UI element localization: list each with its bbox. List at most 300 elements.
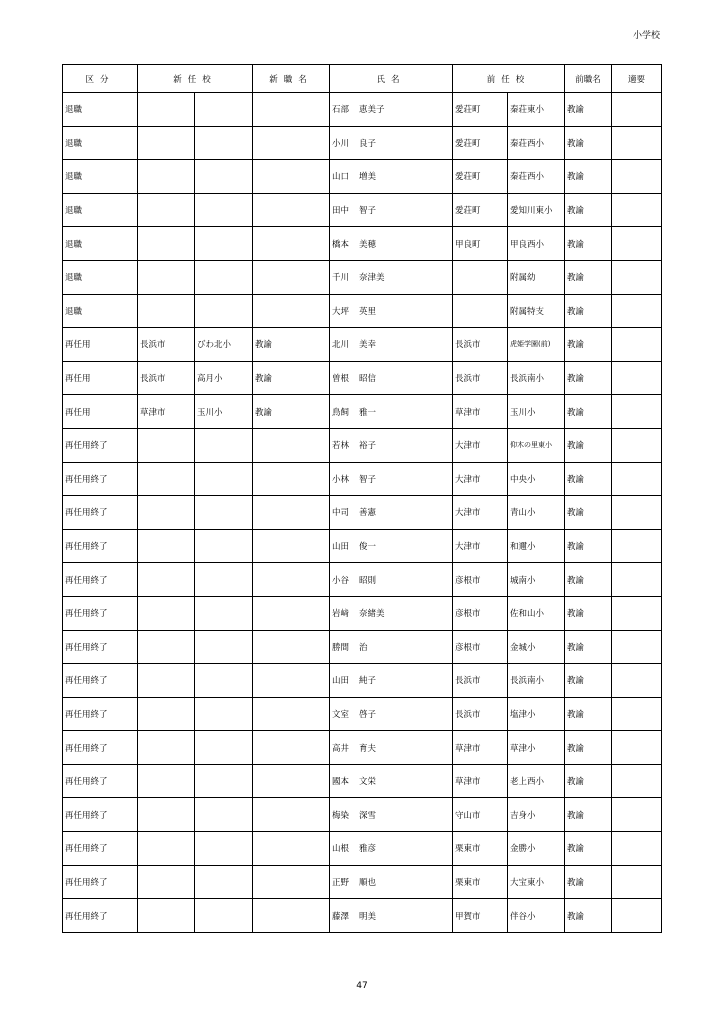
- remarks-cell: [612, 563, 662, 597]
- prev-position-cell: 教諭: [565, 529, 612, 563]
- new-position-cell: [253, 428, 330, 462]
- given-name: 善憲: [359, 508, 377, 519]
- prev-city-cell: 彦根市: [453, 630, 508, 664]
- table-row: [63, 798, 662, 832]
- prev-school-cell: 附属幼: [508, 260, 565, 294]
- new-city-cell: [138, 160, 195, 194]
- given-name: 英里: [359, 306, 377, 317]
- new-position-cell: [253, 798, 330, 832]
- given-name: 智子: [359, 206, 377, 217]
- category-cell: 再任用終了: [63, 832, 138, 866]
- table-row: [63, 227, 662, 261]
- new-city-cell: [138, 126, 195, 160]
- prev-school-cell: 愛知川東小: [508, 193, 565, 227]
- category-cell: 再任用終了: [63, 462, 138, 496]
- header-name: 氏名: [330, 65, 453, 93]
- new-position-cell: [253, 160, 330, 194]
- prev-school-cell: 長浜南小: [508, 361, 565, 395]
- prev-position-cell: 教諭: [565, 764, 612, 798]
- given-name: 雅彦: [359, 844, 377, 855]
- category-cell: 再任用終了: [63, 496, 138, 530]
- surname: 國本: [332, 777, 350, 788]
- new-position-cell: [253, 126, 330, 160]
- given-name: 純子: [359, 676, 377, 687]
- prev-position-cell: 教諭: [565, 260, 612, 294]
- prev-position-cell: 教諭: [565, 832, 612, 866]
- surname: 中司: [332, 508, 350, 519]
- name-cell: [330, 630, 453, 664]
- name-cell: [330, 899, 453, 933]
- prev-city-cell: 栗東市: [453, 832, 508, 866]
- given-name: 智子: [359, 474, 377, 485]
- new-city-cell: [138, 630, 195, 664]
- prev-city-cell: 愛荘町: [453, 93, 508, 127]
- prev-city-cell: 彦根市: [453, 563, 508, 597]
- table-row: [63, 93, 662, 127]
- surname: 小林: [332, 474, 350, 485]
- new-city-cell: [138, 260, 195, 294]
- name-cell: [330, 798, 453, 832]
- new-position-cell: [253, 462, 330, 496]
- table-row: [63, 294, 662, 328]
- new-position-cell: [253, 529, 330, 563]
- remarks-cell: [612, 697, 662, 731]
- new-position-cell: 教諭: [253, 328, 330, 362]
- prev-school-cell: 塩津小: [508, 697, 565, 731]
- new-position-cell: [253, 731, 330, 765]
- prev-school-cell: 仰木の里東小: [508, 428, 565, 462]
- name-cell: [330, 697, 453, 731]
- table-row: [63, 697, 662, 731]
- header-new-school: 新任校: [138, 65, 253, 93]
- new-position-cell: [253, 93, 330, 127]
- new-position-cell: [253, 865, 330, 899]
- given-name: 雅一: [359, 407, 377, 418]
- page-number: 47: [356, 981, 368, 991]
- remarks-cell: [612, 294, 662, 328]
- given-name: 俊一: [359, 542, 377, 553]
- table-row: [63, 395, 662, 429]
- prev-position-cell: 教諭: [565, 193, 612, 227]
- category-cell: 再任用終了: [63, 664, 138, 698]
- surname: 山口: [332, 172, 350, 183]
- category-cell: 再任用終了: [63, 563, 138, 597]
- category-cell: 退職: [63, 227, 138, 261]
- table-row: [63, 193, 662, 227]
- prev-city-cell: 長浜市: [453, 697, 508, 731]
- prev-school-cell: 秦荘西小: [508, 160, 565, 194]
- remarks-cell: [612, 361, 662, 395]
- prev-school-cell: 秦荘東小: [508, 93, 565, 127]
- remarks-cell: [612, 93, 662, 127]
- prev-school-cell: 老上西小: [508, 764, 565, 798]
- prev-position-cell: 教諭: [565, 462, 612, 496]
- prev-school-cell: 青山小: [508, 496, 565, 530]
- table-row: [63, 832, 662, 866]
- given-name: 治: [359, 642, 368, 653]
- new-city-cell: [138, 596, 195, 630]
- new-school-cell: びわ北小: [195, 328, 253, 362]
- new-school-cell: [195, 529, 253, 563]
- table-body: [63, 93, 662, 933]
- prev-city-cell: 長浜市: [453, 664, 508, 698]
- remarks-cell: [612, 899, 662, 933]
- prev-school-cell: 中央小: [508, 462, 565, 496]
- category-cell: 再任用終了: [63, 798, 138, 832]
- new-school-cell: [195, 731, 253, 765]
- new-city-cell: [138, 529, 195, 563]
- surname: 藤澤: [332, 911, 350, 922]
- new-position-cell: [253, 664, 330, 698]
- new-school-cell: [195, 899, 253, 933]
- surname: 千川: [332, 273, 350, 284]
- header-prev-position: 前職名: [565, 65, 612, 93]
- prev-school-cell: 大宝東小: [508, 865, 565, 899]
- prev-position-cell: 教諭: [565, 731, 612, 765]
- new-school-cell: [195, 865, 253, 899]
- given-name: 啓子: [359, 709, 377, 720]
- table-row: [63, 630, 662, 664]
- prev-position-cell: 教諭: [565, 697, 612, 731]
- prev-school-cell: 金城小: [508, 630, 565, 664]
- category-cell: 再任用終了: [63, 428, 138, 462]
- remarks-cell: [612, 832, 662, 866]
- prev-school-cell: 長浜南小: [508, 664, 565, 698]
- prev-city-cell: 草津市: [453, 731, 508, 765]
- category-cell: 再任用終了: [63, 596, 138, 630]
- new-city-cell: [138, 563, 195, 597]
- name-cell: [330, 731, 453, 765]
- new-position-cell: 教諭: [253, 395, 330, 429]
- prev-city-cell: 大津市: [453, 428, 508, 462]
- table-row: [63, 664, 662, 698]
- prev-city-cell: [453, 260, 508, 294]
- prev-city-cell: 長浜市: [453, 328, 508, 362]
- name-cell: [330, 428, 453, 462]
- new-school-cell: 高月小: [195, 361, 253, 395]
- prev-position-cell: 教諭: [565, 126, 612, 160]
- prev-position-cell: 教諭: [565, 496, 612, 530]
- surname: 田中: [332, 206, 350, 217]
- new-position-cell: [253, 294, 330, 328]
- new-school-cell: [195, 193, 253, 227]
- surname: 勝間: [332, 642, 350, 653]
- prev-position-cell: 教諭: [565, 865, 612, 899]
- prev-city-cell: 甲賀市: [453, 899, 508, 933]
- prev-city-cell: 甲良町: [453, 227, 508, 261]
- prev-school-cell: 玉川小: [508, 395, 565, 429]
- new-city-cell: 長浜市: [138, 328, 195, 362]
- new-position-cell: [253, 563, 330, 597]
- category-cell: 退職: [63, 294, 138, 328]
- new-school-cell: [195, 664, 253, 698]
- surname: 北川: [332, 340, 350, 351]
- surname: 小谷: [332, 575, 350, 586]
- new-city-cell: 草津市: [138, 395, 195, 429]
- given-name: 順也: [359, 877, 377, 888]
- table-row: [63, 260, 662, 294]
- prev-city-cell: 愛荘町: [453, 193, 508, 227]
- new-position-cell: [253, 697, 330, 731]
- new-school-cell: [195, 93, 253, 127]
- prev-city-cell: 草津市: [453, 764, 508, 798]
- name-cell: [330, 395, 453, 429]
- surname: 山根: [332, 844, 350, 855]
- table-row: [63, 462, 662, 496]
- prev-school-cell: 甲良西小: [508, 227, 565, 261]
- prev-position-cell: 教諭: [565, 227, 612, 261]
- new-city-cell: [138, 93, 195, 127]
- given-name: 文栄: [359, 777, 377, 788]
- header-new-position: 新職名: [253, 65, 330, 93]
- new-position-cell: [253, 227, 330, 261]
- table-row: [63, 899, 662, 933]
- prev-position-cell: 教諭: [565, 899, 612, 933]
- category-cell: 再任用: [63, 395, 138, 429]
- prev-school-cell: 草津小: [508, 731, 565, 765]
- new-position-cell: [253, 630, 330, 664]
- remarks-cell: [612, 529, 662, 563]
- prev-position-cell: 教諭: [565, 395, 612, 429]
- given-name: 昭則: [359, 575, 377, 586]
- new-position-cell: 教諭: [253, 361, 330, 395]
- new-city-cell: [138, 193, 195, 227]
- name-cell: [330, 764, 453, 798]
- table-row: [63, 596, 662, 630]
- name-cell: [330, 563, 453, 597]
- given-name: 増美: [359, 172, 377, 183]
- name-cell: [330, 529, 453, 563]
- given-name: 良子: [359, 138, 377, 149]
- name-cell: [330, 193, 453, 227]
- remarks-cell: [612, 126, 662, 160]
- new-school-cell: [195, 428, 253, 462]
- table-row: [63, 428, 662, 462]
- prev-school-cell: 金勝小: [508, 832, 565, 866]
- new-city-cell: [138, 428, 195, 462]
- name-cell: [330, 160, 453, 194]
- category-cell: 再任用終了: [63, 899, 138, 933]
- prev-city-cell: 大津市: [453, 496, 508, 530]
- surname: 梅染: [332, 810, 350, 821]
- new-school-cell: [195, 294, 253, 328]
- new-position-cell: [253, 832, 330, 866]
- new-school-cell: [195, 160, 253, 194]
- prev-position-cell: 教諭: [565, 563, 612, 597]
- new-city-cell: [138, 462, 195, 496]
- table-row: [63, 126, 662, 160]
- prev-city-cell: [453, 294, 508, 328]
- given-name: 裕子: [359, 441, 377, 452]
- remarks-cell: [612, 731, 662, 765]
- name-cell: [330, 294, 453, 328]
- surname: 小川: [332, 138, 350, 149]
- prev-position-cell: 教諭: [565, 798, 612, 832]
- category-cell: 再任用終了: [63, 731, 138, 765]
- table-row: [63, 361, 662, 395]
- category-cell: 再任用終了: [63, 865, 138, 899]
- new-city-cell: [138, 294, 195, 328]
- prev-position-cell: 教諭: [565, 294, 612, 328]
- prev-position-cell: 教諭: [565, 428, 612, 462]
- category-cell: 退職: [63, 160, 138, 194]
- prev-city-cell: 大津市: [453, 529, 508, 563]
- new-position-cell: [253, 193, 330, 227]
- prev-city-cell: 愛荘町: [453, 126, 508, 160]
- given-name: 明美: [359, 911, 377, 922]
- remarks-cell: [612, 664, 662, 698]
- name-cell: [330, 361, 453, 395]
- new-school-cell: [195, 630, 253, 664]
- name-cell: [330, 126, 453, 160]
- surname: 鳥飼: [332, 407, 350, 418]
- surname: 若林: [332, 441, 350, 452]
- header-remarks: 適要: [612, 65, 662, 93]
- prev-position-cell: 教諭: [565, 630, 612, 664]
- category-cell: 退職: [63, 93, 138, 127]
- prev-position-cell: 教諭: [565, 328, 612, 362]
- surname: 正野: [332, 877, 350, 888]
- new-city-cell: [138, 227, 195, 261]
- new-school-cell: [195, 260, 253, 294]
- new-city-cell: [138, 798, 195, 832]
- given-name: 奈緒美: [359, 609, 385, 620]
- prev-city-cell: 草津市: [453, 395, 508, 429]
- remarks-cell: [612, 596, 662, 630]
- new-school-cell: [195, 563, 253, 597]
- remarks-cell: [612, 395, 662, 429]
- surname: 大坪: [332, 306, 350, 317]
- new-school-cell: [195, 697, 253, 731]
- new-position-cell: [253, 496, 330, 530]
- table-row: [63, 865, 662, 899]
- remarks-cell: [612, 462, 662, 496]
- new-city-cell: [138, 664, 195, 698]
- new-position-cell: [253, 899, 330, 933]
- new-school-cell: [195, 596, 253, 630]
- category-cell: 再任用: [63, 361, 138, 395]
- prev-city-cell: 守山市: [453, 798, 508, 832]
- new-city-cell: [138, 697, 195, 731]
- category-cell: 退職: [63, 126, 138, 160]
- new-school-cell: [195, 798, 253, 832]
- surname: 石部: [332, 105, 350, 116]
- remarks-cell: [612, 428, 662, 462]
- given-name: 奈津美: [359, 273, 385, 284]
- prev-city-cell: 長浜市: [453, 361, 508, 395]
- new-school-cell: [195, 462, 253, 496]
- name-cell: [330, 596, 453, 630]
- new-city-cell: [138, 865, 195, 899]
- new-school-cell: [195, 832, 253, 866]
- personnel-table: [62, 64, 662, 933]
- name-cell: [330, 832, 453, 866]
- surname: 曽根: [332, 374, 350, 385]
- header-category: 区分: [63, 65, 138, 93]
- remarks-cell: [612, 227, 662, 261]
- name-cell: [330, 462, 453, 496]
- table-row: [63, 160, 662, 194]
- remarks-cell: [612, 798, 662, 832]
- table-row: [63, 764, 662, 798]
- new-school-cell: [195, 227, 253, 261]
- given-name: 育夫: [359, 743, 377, 754]
- name-cell: [330, 496, 453, 530]
- remarks-cell: [612, 193, 662, 227]
- remarks-cell: [612, 160, 662, 194]
- prev-position-cell: 教諭: [565, 664, 612, 698]
- category-cell: 退職: [63, 260, 138, 294]
- school-type-label: 小学校: [632, 31, 660, 41]
- prev-school-cell: 吉身小: [508, 798, 565, 832]
- prev-school-cell: 佐和山小: [508, 596, 565, 630]
- table-row: [63, 328, 662, 362]
- given-name: 恵美子: [359, 105, 385, 116]
- name-cell: [330, 260, 453, 294]
- surname: 岩﨑: [332, 609, 350, 620]
- prev-position-cell: 教諭: [565, 361, 612, 395]
- new-city-cell: 長浜市: [138, 361, 195, 395]
- prev-school-cell: 和邇小: [508, 529, 565, 563]
- surname: 山田: [332, 676, 350, 687]
- prev-city-cell: 愛荘町: [453, 160, 508, 194]
- new-school-cell: [195, 496, 253, 530]
- prev-school-cell: 城南小: [508, 563, 565, 597]
- table-header-row: [63, 65, 662, 93]
- remarks-cell: [612, 764, 662, 798]
- surname: 高井: [332, 743, 350, 754]
- prev-city-cell: 大津市: [453, 462, 508, 496]
- surname: 山田: [332, 542, 350, 553]
- name-cell: [330, 664, 453, 698]
- name-cell: [330, 328, 453, 362]
- remarks-cell: [612, 260, 662, 294]
- category-cell: 退職: [63, 193, 138, 227]
- category-cell: 再任用終了: [63, 529, 138, 563]
- prev-position-cell: 教諭: [565, 93, 612, 127]
- table-row: [63, 731, 662, 765]
- prev-city-cell: 栗東市: [453, 865, 508, 899]
- category-cell: 再任用: [63, 328, 138, 362]
- remarks-cell: [612, 328, 662, 362]
- new-city-cell: [138, 764, 195, 798]
- prev-school-cell: 附属特支: [508, 294, 565, 328]
- remarks-cell: [612, 496, 662, 530]
- remarks-cell: [612, 865, 662, 899]
- header-prev-school: 前任校: [453, 65, 565, 93]
- prev-position-cell: 教諭: [565, 596, 612, 630]
- new-school-cell: [195, 764, 253, 798]
- prev-school-cell: 虎姫学園(前): [508, 328, 565, 362]
- prev-position-cell: 教諭: [565, 160, 612, 194]
- new-city-cell: [138, 899, 195, 933]
- prev-school-cell: 伴谷小: [508, 899, 565, 933]
- new-city-cell: [138, 731, 195, 765]
- given-name: 深雪: [359, 810, 377, 821]
- given-name: 美穂: [359, 239, 377, 250]
- new-position-cell: [253, 596, 330, 630]
- category-cell: 再任用終了: [63, 630, 138, 664]
- given-name: 昭信: [359, 374, 377, 385]
- prev-city-cell: 彦根市: [453, 596, 508, 630]
- new-school-cell: 玉川小: [195, 395, 253, 429]
- new-position-cell: [253, 764, 330, 798]
- table-row: [63, 529, 662, 563]
- name-cell: [330, 865, 453, 899]
- category-cell: 再任用終了: [63, 764, 138, 798]
- name-cell: [330, 227, 453, 261]
- name-cell: [330, 93, 453, 127]
